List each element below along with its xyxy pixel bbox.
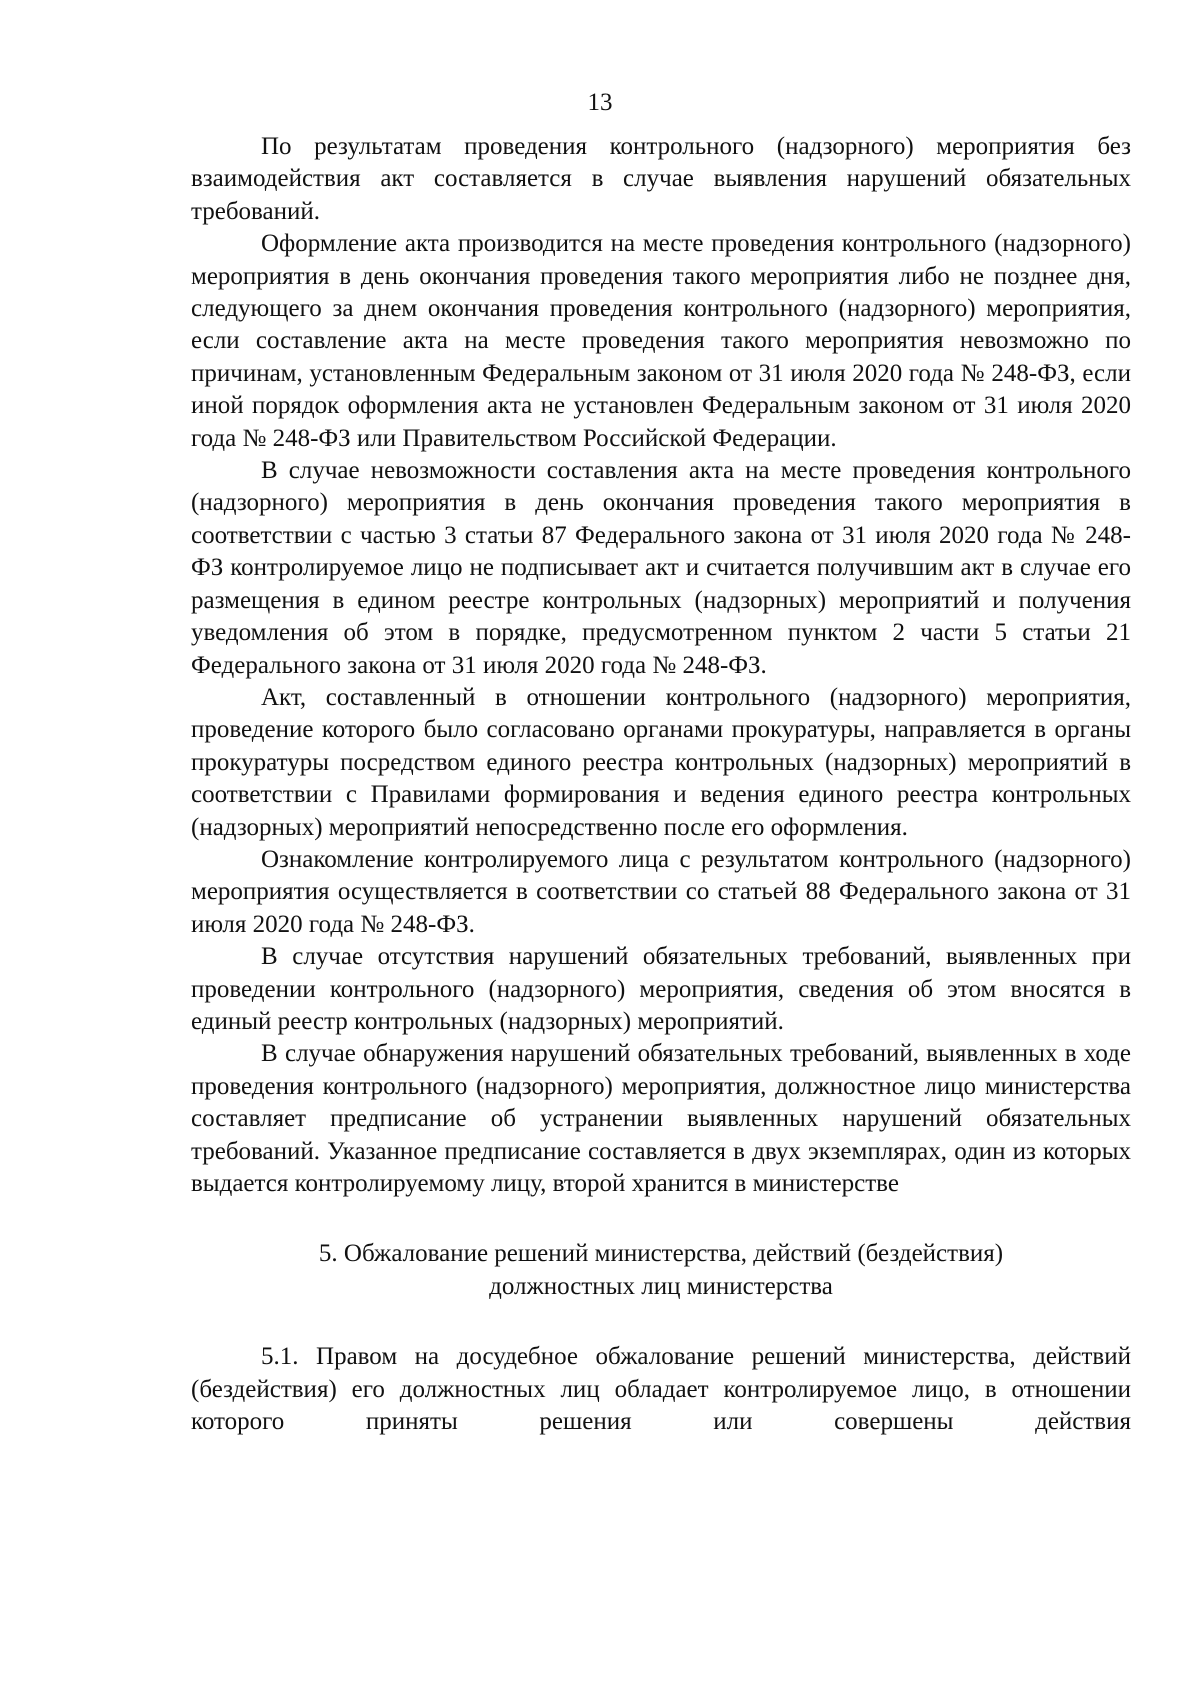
document-body — [191, 131, 1131, 1438]
page-number: 13 — [587, 89, 613, 116]
paragraph-violations-order: В случае обнаружения нарушений обязательных требований, выявленных в ходе проведения контрольного (надзорного) мероприятия, должностное лицо министерства составляет предписание об устранении выявленных нарушений обязательных требований. Указанное предписание составляется в двух экземплярах, один из которых выдается контролируемому лицу, второй хранится в министерстве — [191, 1040, 1131, 1197]
paragraph-act-formalization: Оформление акта производится на месте проведения контрольного (надзорного) мероприятия в день окончания проведения такого мероприятия либо не позднее дня, следующего за днем окончания проведения контрольного (надзорного) мероприятия, если составление акта на месте проведения такого мероприятия невозможно по причинам, установленным Федеральным законом от 31 июля 2020 года № 248-ФЗ, если иной порядок оформления акта не установлен Федеральным законом от 31 июля 2020 года № 248-ФЗ или Правительством Российской Федерации. — [191, 230, 1131, 452]
section-heading-line-1: 5. Обжалование решений министерства, действий (бездействия) — [318, 1240, 1004, 1268]
paragraph-no-violations: В случае отсутствия нарушений обязательных требований, выявленных при проведении контрольного (надзорного) мероприятия, сведения об этом вносятся в единый реестр контрольных (надзорных) мероприятий. — [191, 943, 1131, 1035]
paragraph-act-prosecution: Акт, составленный в отношении контрольного (надзорного) мероприятия, проведение которого было согласовано органами прокуратуры, направляется в органы прокуратуры посредством единого реестра контрольных (надзорных) мероприятий в соответствии с Правилами формирования и ведения единого реестра контрольных (надзорных) мероприятий непосредственно после его оформления. — [191, 683, 1131, 841]
section-heading-line-2: должностных лиц министерства — [489, 1272, 833, 1300]
paragraph-act-without-interaction: По результатам проведения контрольного (надзорного) мероприятия без взаимодействия акт составляется в случае выявления нарушений обязательных требований. — [191, 133, 1131, 225]
spacer — [191, 1303, 1131, 1341]
paragraph-appeal-right: 5.1. Правом на досудебное обжалование решений министерства, действий (бездействия) его должностных лиц обладает контролируемое лицо, в отношении которого приняты решения или совершены действия — [191, 1343, 1131, 1436]
paragraph-familiarization: Ознакомление контролируемого лица с результатом контрольного (надзорного) мероприятия осуществляется в соответствии со статьей 88 Федерального закона от 31 июля 2020 года № 248-ФЗ. — [191, 845, 1131, 938]
paragraph-act-impossibility: В случае невозможности составления акта на месте проведения контрольного (надзорного) мероприятия в день окончания проведения такого мероприятия в соответствии с частью 3 статьи 87 Федерального закона от 31 июля 2020 года № 248-ФЗ контролируемое лицо не подписывает акт и считается получившим акт в случае его размещения в едином реестре контрольных (надзорных) мероприятий и получения уведомления об этом в порядке, предусмотренном пунктом 2 части 5 статьи 21 Федерального закона от 31 июля 2020 года № 248-ФЗ. — [191, 457, 1131, 679]
spacer — [191, 1200, 1131, 1238]
